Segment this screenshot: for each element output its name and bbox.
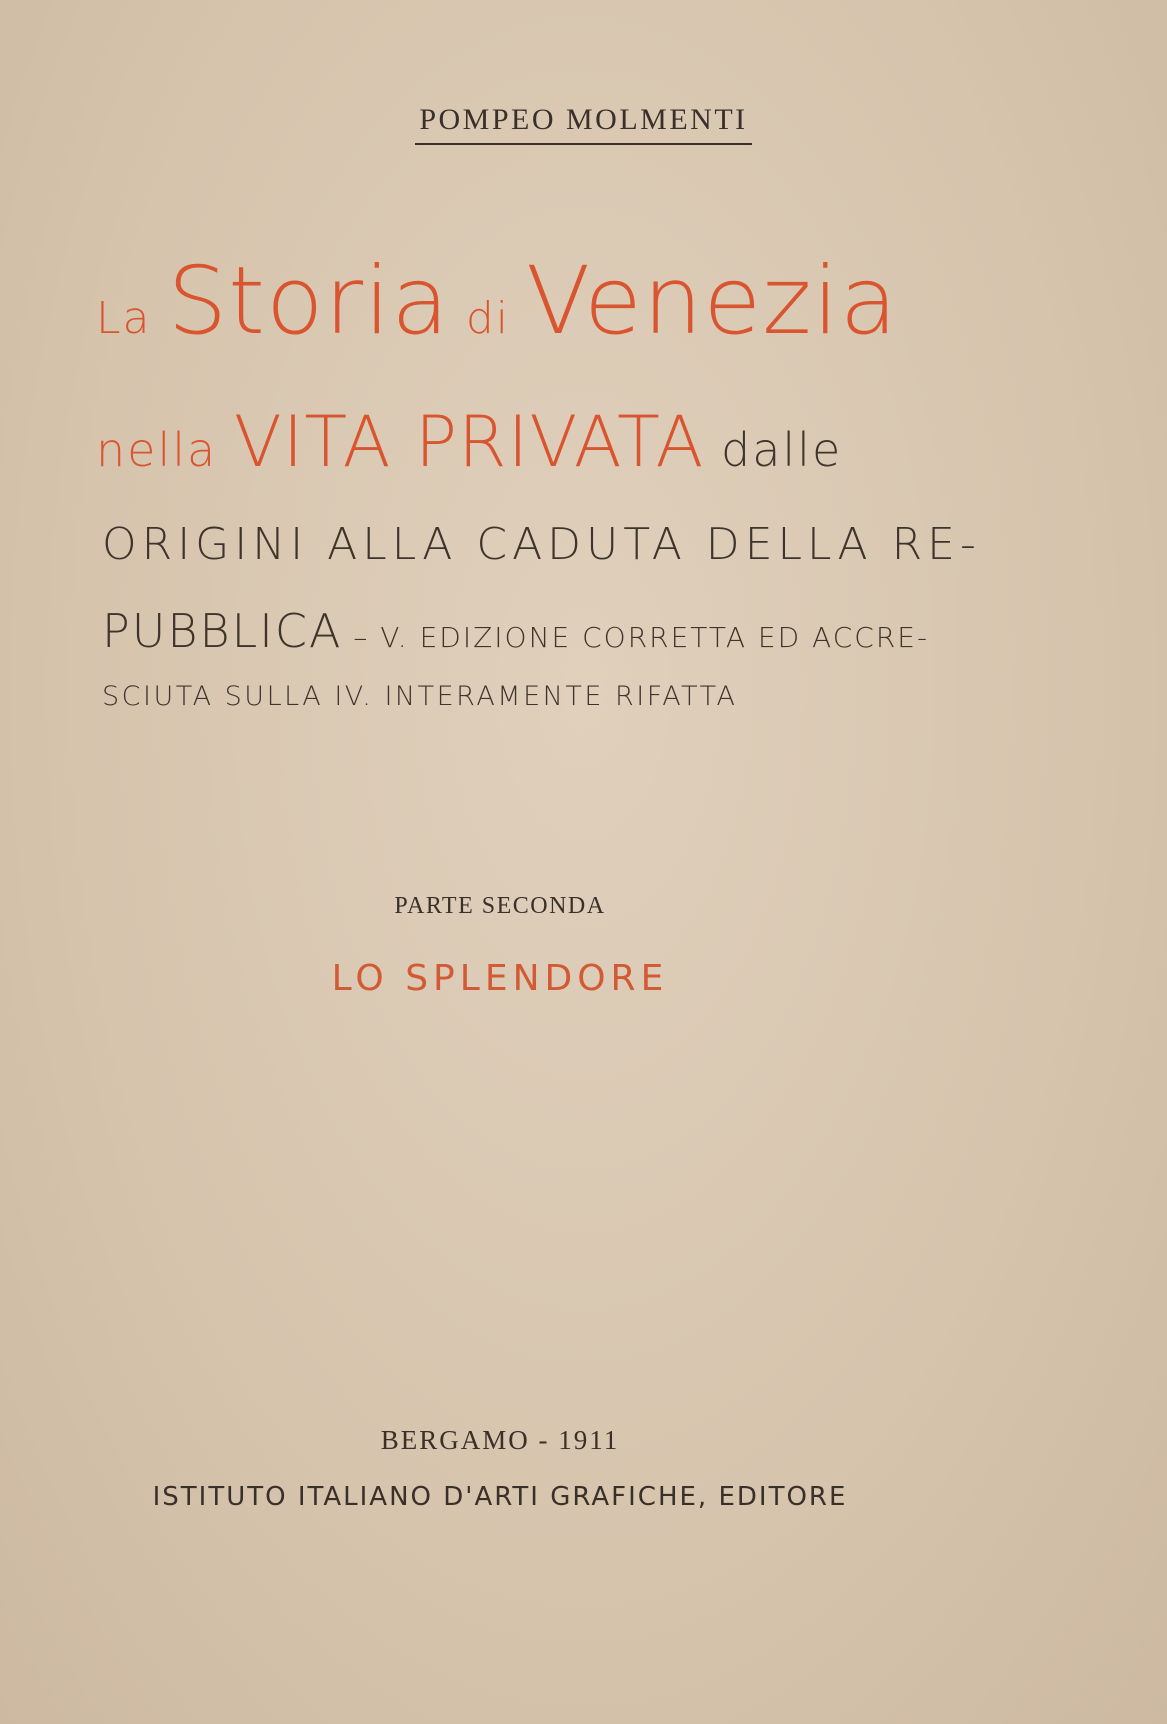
title-line-1 [96,247,899,356]
title-line-2 [96,401,843,483]
title-line-3: ORIGINI ALLA CADUTA DELLA RE- [102,519,981,570]
part-subtitle: LO SPLENDORE [331,958,669,999]
author-name [0,103,1167,145]
title-word: La [96,293,168,344]
title-word: VITA PRIVATA [233,401,705,483]
title-word: Storia [167,247,450,356]
title-word: di [449,293,527,344]
part-label: PARTE SECONDA [394,893,606,919]
title-line-4 [102,604,930,658]
imprint-place-year: BERGAMO - 1911 [380,1425,620,1455]
title-word: – V. EDIZIONE CORRETTA ED ACCRE- [342,621,930,654]
title-word: nella [96,423,234,477]
title-word: PUBBLICA [102,604,343,658]
imprint-publisher: ISTITUTO ITALIANO D'ARTI GRAFICHE, EDITORE [152,1482,848,1512]
author-text: POMPEO MOLMENTI [415,103,751,145]
title-word: dalle [704,423,843,477]
title-line-5: SCIUTA SULLA IV. INTERAMENTE RIFATTA [102,681,738,712]
title-word: Venezia [526,247,899,356]
